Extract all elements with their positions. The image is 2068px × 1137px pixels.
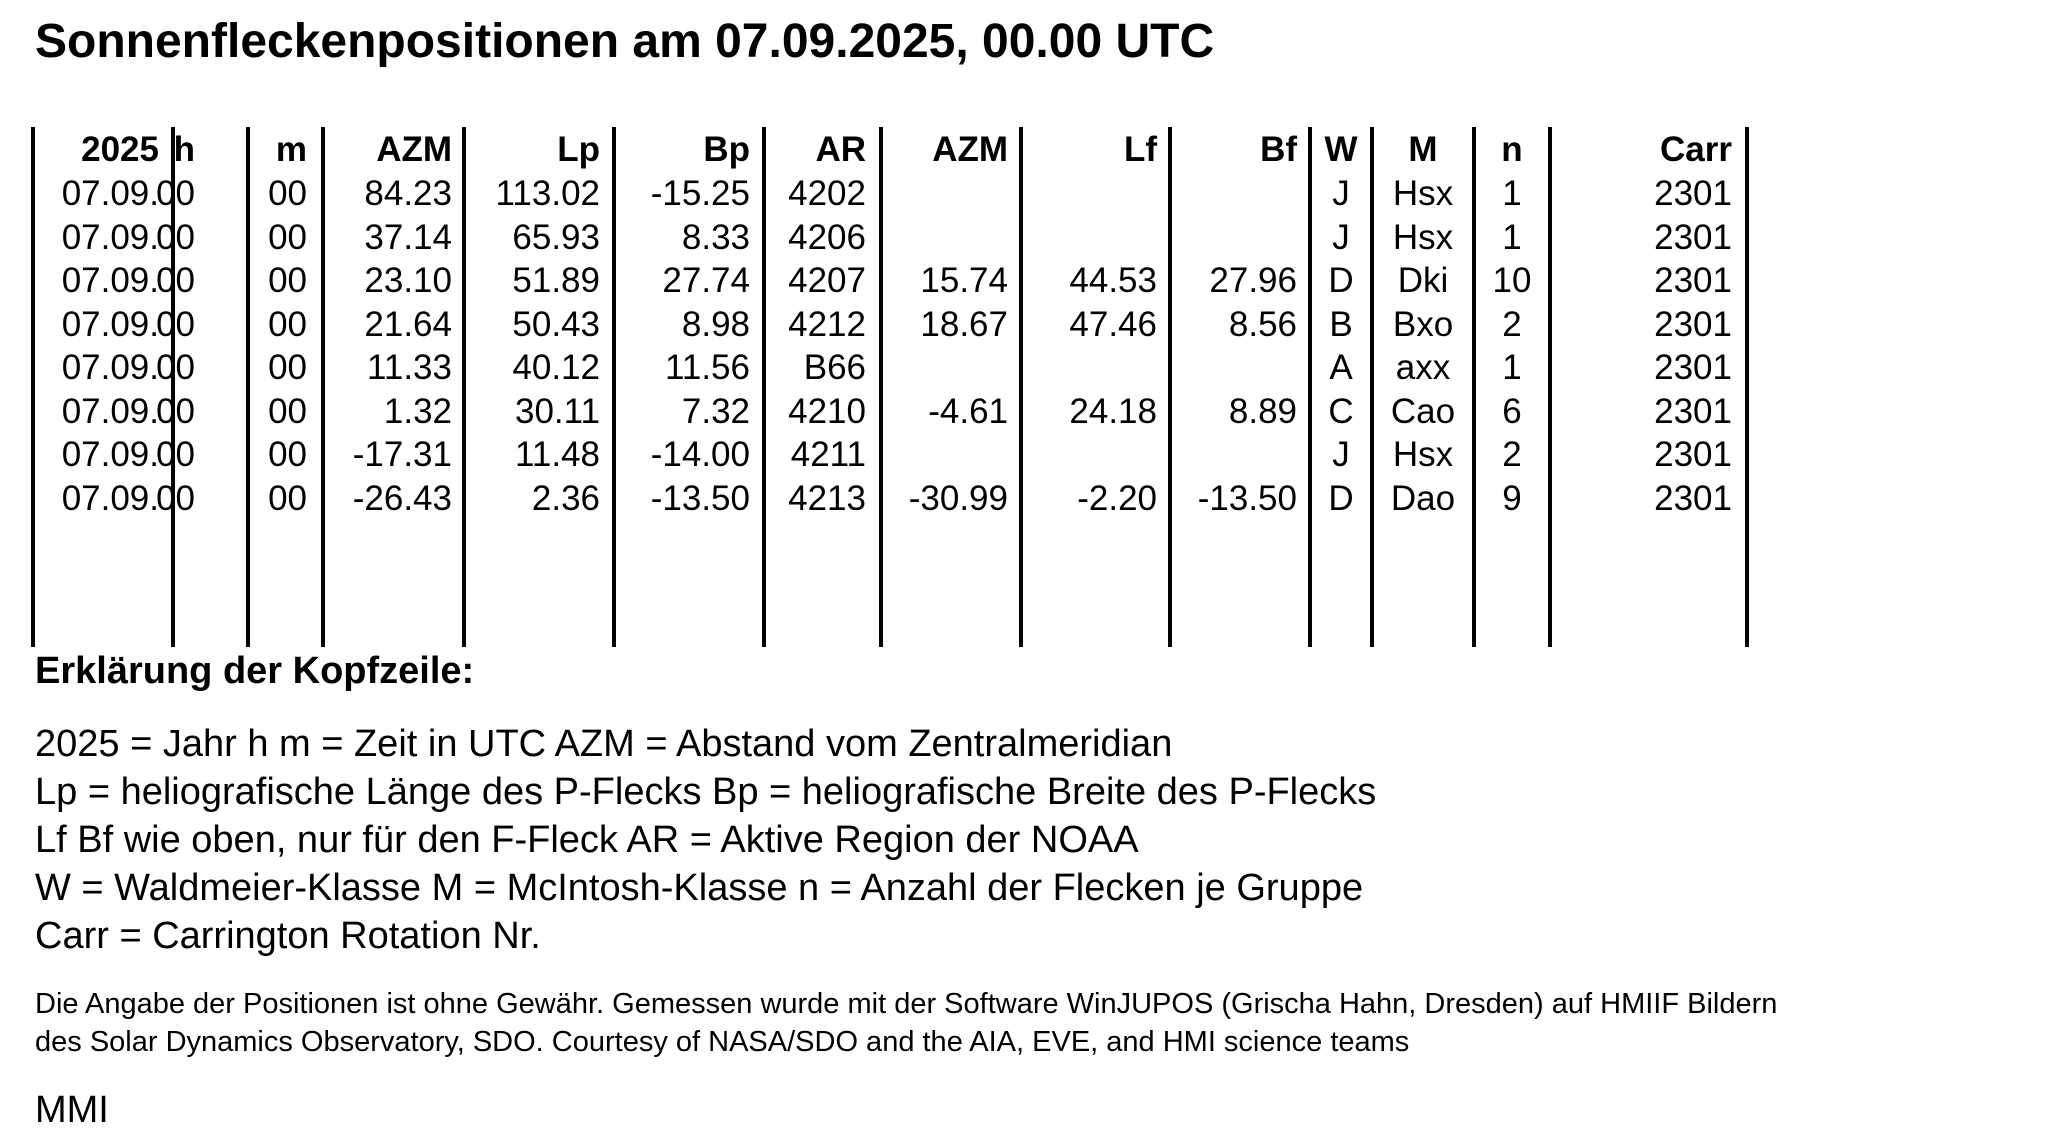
explanation-block [35,720,1376,960]
table-cell: 07.09. [61,217,159,257]
column-divider [246,127,250,647]
table-cell: 00 [268,348,307,387]
table-cell: 2301 [1654,348,1732,387]
column-divider [462,127,466,647]
column-header: Carr [1660,130,1732,169]
explanation-line: Carr = Carrington Rotation Nr. [35,915,541,957]
column-divider [31,127,35,647]
column-header: AZM [376,130,452,169]
table-cell: 18.67 [920,304,1008,344]
table-cell: 00 [156,391,195,431]
table-cell: 84.23 [364,174,452,213]
table-cell: 00 [268,217,307,257]
table-cell: -30.99 [908,478,1008,518]
table-cell: 00 [268,435,307,474]
table-cell: A [1329,348,1353,387]
table-cell: -14.00 [650,435,750,474]
table-cell: 2 [1502,304,1522,344]
table-cell: 47.46 [1069,304,1157,344]
table-cell: B66 [803,348,866,387]
table-cell: 00 [156,478,195,518]
table-cell: 10 [1492,261,1532,300]
table-cell: 07.09. [61,435,159,474]
table-cell: 1 [1502,348,1522,387]
table-cell: 4202 [788,174,866,213]
explanation-line: Lp = heliografische Länge des P-Flecks Bp = heliografische Breite des P-Flecks [35,771,1377,813]
table-cell: 6 [1502,391,1522,431]
table-cell: 00 [268,304,307,344]
table-cell: 4207 [788,261,866,300]
table-cell: D [1328,478,1354,518]
table-cell: J [1332,217,1350,257]
table-cell: 4206 [788,217,866,257]
table-cell: 21.64 [364,304,452,344]
column-divider [1168,127,1172,647]
table-cell: Bxo [1392,304,1454,344]
table-cell: Cao [1390,391,1456,431]
table-cell: 07.09. [61,391,159,431]
table-cell: 1 [1502,174,1522,213]
table-cell: 11.33 [367,348,452,387]
table-cell: 07.09. [61,304,159,344]
column-divider [1548,127,1552,647]
table-cell: 1 [1502,217,1522,257]
table-cell: 37.14 [364,217,452,257]
table-cell: 8.33 [681,217,750,257]
table-cell: Hsx [1392,217,1454,257]
explanation-heading: Erklärung der Kopfzeile: [35,650,475,692]
table-cell: 4211 [790,435,866,474]
column-header: Bf [1260,130,1297,169]
table-cell: 2301 [1654,261,1732,300]
column-divider [1472,127,1476,647]
table-cell: 00 [156,217,195,257]
table-cell: Hsx [1392,174,1454,213]
column-header: AZM [932,130,1008,169]
column-header: n [1501,130,1523,169]
table-cell: J [1332,174,1350,213]
table-cell: 9 [1502,478,1522,518]
explanation-line: 2025 = Jahr h m = Zeit in UTC AZM = Abstand vom Zentralmeridian [35,723,1173,765]
explanation-line: W = Waldmeier-Klasse M = McIntosh-Klasse n = Anzahl der Flecken je Gruppe [35,867,1364,909]
table-cell: 07.09. [61,478,159,518]
column-divider [1308,127,1312,647]
author-signature: MMI [35,1089,109,1131]
table-cell: D [1328,261,1354,300]
explanation-line: Lf Bf wie oben, nur für den F-Fleck AR = Aktive Region der NOAA [35,819,1139,861]
disclaimer-note [35,985,1777,1061]
column-header: AR [815,130,866,169]
page-title: Sonnenfleckenpositionen am 07.09.2025, 00.00 UTC [35,15,1215,68]
table-cell: 00 [268,478,307,518]
table-cell: -13.50 [650,478,750,518]
table-cell: 00 [156,304,195,344]
column-header: h [173,130,195,169]
table-cell: axx [1395,348,1451,387]
table-cell: 00 [156,348,195,387]
table-cell: 1.32 [383,391,452,431]
table-cell: 27.96 [1209,261,1297,300]
column-header: Lf [1123,130,1157,169]
column-header: M [1408,130,1438,169]
table-cell: 2301 [1654,391,1732,431]
table-cell: 07.09. [61,348,159,387]
table-cell: 00 [268,174,307,213]
table-cell: 8.56 [1228,304,1297,344]
table-cell: C [1328,391,1354,431]
table-cell: 00 [156,174,195,213]
table-cell: 30.11 [515,391,600,431]
note-line: des Solar Dynamics Observatory, SDO. Courtesy of NASA/SDO and the AIA, EVE, and HMI science teams [35,1026,1410,1058]
column-header: m [275,130,307,169]
table-cell: B [1329,304,1353,344]
column-header: 2025 [81,130,159,169]
table-cell: 2301 [1654,304,1732,344]
table-cell: 00 [156,261,195,300]
column-divider [1370,127,1374,647]
table-cell: 113.02 [495,174,600,213]
table-cell: 2301 [1654,478,1732,518]
table-cell: 51.89 [512,261,600,300]
table-cell: 65.93 [512,217,600,257]
table-cell: 07.09. [61,174,159,213]
table-cell: 11.48 [515,435,600,474]
table-cell: 23.10 [364,261,452,300]
table-cell: 2 [1502,435,1522,474]
column-divider [1745,127,1749,647]
table-cell: 4212 [788,304,866,344]
table-cell: 11.56 [665,348,750,387]
column-divider [1019,127,1023,647]
table-cell: Hsx [1392,435,1454,474]
column-divider [879,127,883,647]
table-cell: Dki [1397,261,1449,300]
column-header: Lp [557,130,600,169]
table-cell: 15.74 [920,261,1008,300]
table-cell: 2301 [1654,435,1732,474]
table-cell: 2.36 [531,478,600,518]
table-cell: 50.43 [512,304,600,344]
table-cell: 07.09. [61,261,159,300]
column-header: Bp [703,130,750,169]
column-divider [321,127,325,647]
table-cell: 4213 [788,478,866,518]
table-cell: 2301 [1654,174,1732,213]
table-cell: -17.31 [352,435,452,474]
table-cell: Dao [1390,478,1456,518]
table-cell: -15.25 [650,174,750,213]
column-divider [762,127,766,647]
table-cell: 4210 [788,391,866,431]
table-cell: 00 [268,391,307,431]
table-cell: 2301 [1654,217,1732,257]
table-cell: -26.43 [352,478,452,518]
table-cell: -13.50 [1197,478,1297,518]
table-cell: 8.89 [1228,391,1297,431]
table-cell: 27.74 [662,261,750,300]
table-cell: 24.18 [1069,391,1157,431]
table-cell: -2.20 [1077,478,1157,518]
table-cell: -4.61 [928,391,1008,431]
table-cell: 00 [156,435,195,474]
table-cell: 00 [268,261,307,300]
note-line: Die Angabe der Positionen ist ohne Gewähr. Gemessen wurde mit der Software WinJUPOS (Grischa Hahn, Dresden) auf HMIIF Bildern [35,988,1778,1020]
table-cell: 44.53 [1069,261,1157,300]
table-cell: 7.32 [681,391,750,431]
table-cell: 40.12 [512,348,600,387]
column-header: W [1324,130,1358,169]
table-cell: J [1332,435,1350,474]
table-cell: 8.98 [681,304,750,344]
column-divider [612,127,616,647]
